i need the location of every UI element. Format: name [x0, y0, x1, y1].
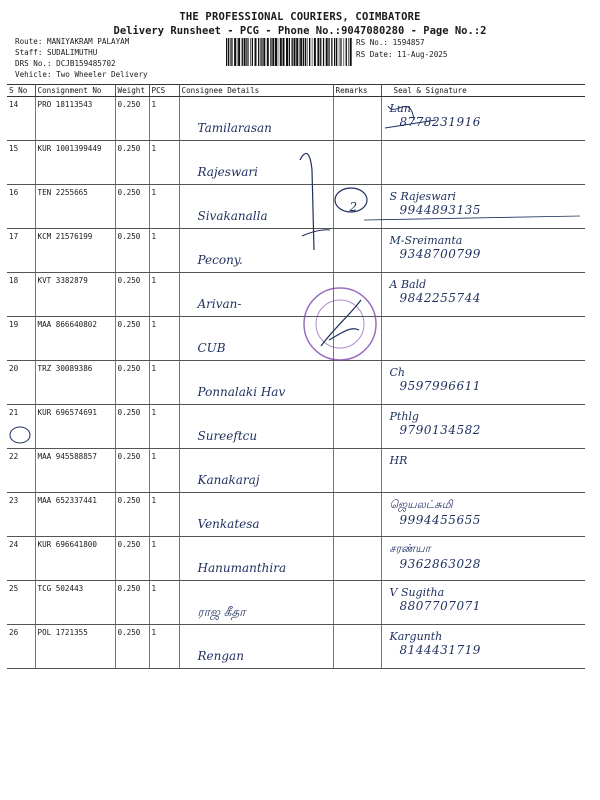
seal-signature-cell: [381, 317, 585, 361]
seal-signature-cell: [381, 625, 585, 669]
barcode: [226, 38, 352, 66]
receiver-mobile: 8778231916: [399, 115, 481, 129]
barcode-bar: [258, 38, 259, 66]
col-header-signature: Seal & Signature: [381, 85, 585, 97]
barcode-bar: [346, 38, 347, 66]
pcs-cell: 1: [149, 361, 179, 405]
signature-text: Ch: [389, 366, 406, 379]
signature-text: A Bald: [389, 278, 427, 291]
company-title: THE PROFESSIONAL COURIERS, COIMBATORE: [179, 11, 421, 23]
barcode-bar: [331, 38, 332, 66]
consignment-no-cell: TEN 2255665: [35, 185, 115, 229]
consignee-cell: [179, 361, 333, 405]
runsheet-table: [7, 84, 585, 669]
rs-no-label: RS No.:: [356, 38, 389, 47]
barcode-bar: [255, 38, 257, 66]
receiver-mobile: 9944893135: [399, 203, 481, 217]
consignee-cell: [179, 625, 333, 669]
remarks-cell: [333, 97, 381, 141]
barcode-bar: [323, 38, 324, 66]
runsheet-rows: [7, 97, 585, 669]
drs-label: DRS No.:: [15, 59, 52, 68]
consignee-cell: [179, 581, 333, 625]
barcode-bar: [242, 38, 243, 66]
route-label: Route:: [15, 37, 43, 46]
barcode-bar: [230, 38, 231, 66]
barcode-bar: [252, 38, 253, 66]
barcode-bar: [340, 38, 341, 66]
seal-signature-cell: [381, 405, 585, 449]
barcode-bar: [344, 38, 345, 66]
staff-label: Staff:: [15, 48, 43, 57]
consignee-name: Sivakanalla: [197, 209, 268, 223]
sno-cell: 20: [7, 361, 35, 405]
barcode-bar: [278, 38, 279, 66]
pcs-cell: 1: [149, 141, 179, 185]
consignee-cell: [179, 493, 333, 537]
remarks-value: 2: [349, 200, 358, 214]
weight-cell: 0.250: [115, 185, 149, 229]
table-row: [7, 625, 585, 669]
table-row: [7, 449, 585, 493]
col-header-sno: S No: [7, 85, 35, 97]
weight-cell: 0.250: [115, 361, 149, 405]
barcode-bar: [305, 38, 306, 66]
sno-cell: 15: [7, 141, 35, 185]
weight-cell: 0.250: [115, 229, 149, 273]
barcode-bar: [339, 38, 340, 66]
consignee-cell: [179, 449, 333, 493]
table-row: [7, 405, 585, 449]
weight-cell: 0.250: [115, 625, 149, 669]
col-header-weight: Weight: [115, 85, 149, 97]
barcode-bar: [320, 38, 321, 66]
signature-text: Lun: [389, 102, 411, 115]
receiver-mobile: 9362863028: [399, 557, 481, 571]
consignment-no-cell: MAA 652337441: [35, 493, 115, 537]
staff-value: SUDALIMUTHU: [47, 48, 98, 57]
receiver-mobile: 9348700799: [399, 247, 481, 261]
consignee-cell: [179, 97, 333, 141]
rs-no-line: [356, 38, 425, 48]
remarks-cell: [333, 537, 381, 581]
barcode-bar: [303, 38, 304, 66]
consignee-name: Venkatesa: [197, 517, 260, 531]
barcode-bar: [286, 38, 288, 66]
consignee-name: Rajeswari: [197, 165, 258, 179]
signature-text: S Rajeswari: [389, 190, 456, 203]
consignee-name: Pecony.: [197, 253, 243, 267]
barcode-bar: [350, 38, 352, 66]
consignment-no-cell: TRZ 30089386: [35, 361, 115, 405]
barcode-bar: [292, 38, 293, 66]
col-header-pcs: PCS: [149, 85, 179, 97]
barcode-bar: [238, 38, 240, 66]
rs-date-value: 11-Aug-2025: [397, 50, 448, 59]
sno-cell: 22: [7, 449, 35, 493]
consignee-name: Rengan: [197, 649, 244, 663]
consignment-no-cell: KUR 696641800: [35, 537, 115, 581]
table-row: [7, 361, 585, 405]
consignment-no-cell: POL 1721355: [35, 625, 115, 669]
barcode-bar: [270, 38, 271, 66]
seal-signature-cell: [381, 97, 585, 141]
consignee-name: Ponnalaki Hav: [197, 385, 286, 399]
receiver-mobile: 8144431719: [399, 643, 481, 657]
remarks-cell: [333, 229, 381, 273]
barcode-bar: [307, 38, 308, 66]
sno-cell: 17: [7, 229, 35, 273]
vehicle-line: [15, 70, 148, 80]
consignee-cell: [179, 537, 333, 581]
pcs-cell: 1: [149, 185, 179, 229]
sno-cell: 16: [7, 185, 35, 229]
signature-text: ஜெயலட்சுமி: [389, 498, 453, 511]
barcode-bar: [312, 38, 313, 66]
weight-cell: 0.250: [115, 405, 149, 449]
barcode-bar: [250, 38, 251, 66]
barcode-bar: [260, 38, 261, 66]
remarks-cell: [333, 361, 381, 405]
table-row: [7, 97, 585, 141]
remarks-cell: [333, 449, 381, 493]
barcode-bar: [261, 38, 262, 66]
remarks-cell: [333, 581, 381, 625]
consignee-cell: [179, 141, 333, 185]
remarks-cell: [333, 185, 381, 229]
barcode-bar: [296, 38, 298, 66]
sno-cell: 25: [7, 581, 35, 625]
barcode-bar: [314, 38, 316, 66]
route-value: MANIYAKRAM PALAYAM: [47, 37, 130, 46]
consignee-name: ராஜ கீதா: [197, 605, 246, 619]
barcode-bar: [228, 38, 229, 66]
drs-line: [15, 59, 116, 69]
weight-cell: 0.250: [115, 581, 149, 625]
staff-line: [15, 48, 97, 58]
weight-cell: 0.250: [115, 537, 149, 581]
barcode-bar: [272, 38, 274, 66]
seal-signature-cell: [381, 581, 585, 625]
weight-cell: 0.250: [115, 493, 149, 537]
pcs-cell: 1: [149, 581, 179, 625]
consignee-name: Arivan-: [197, 297, 242, 311]
company-seal-stamp: [301, 286, 379, 362]
signature-text: M-Sreimanta: [389, 234, 463, 247]
sno-cell: 14: [7, 97, 35, 141]
vehicle-label: Vehicle:: [15, 70, 52, 79]
signature-text: V Sugitha: [389, 586, 445, 599]
vehicle-value: Two Wheeler Delivery: [56, 70, 148, 79]
table-row: [7, 229, 585, 273]
barcode-bar: [248, 38, 249, 66]
receiver-mobile: 9842255744: [399, 291, 481, 305]
barcode-bar: [280, 38, 282, 66]
barcode-bar: [226, 38, 227, 66]
col-header-consignee: Consignee Details: [179, 85, 333, 97]
barcode-bar: [234, 38, 236, 66]
consignee-cell: [179, 405, 333, 449]
receiver-mobile: 9790134582: [399, 423, 481, 437]
remarks-cell: [333, 141, 381, 185]
rs-date-label: RS Date:: [356, 50, 393, 59]
seal-signature-cell: [381, 537, 585, 581]
pcs-cell: 1: [149, 317, 179, 361]
seal-signature-cell: [381, 273, 585, 317]
signature-text: சரண்யா: [389, 542, 431, 555]
weight-cell: 0.250: [115, 449, 149, 493]
consignee-name: Tamilarasan: [197, 121, 272, 135]
seal-signature-cell: [381, 141, 585, 185]
consignment-no-cell: PRO 18113543: [35, 97, 115, 141]
barcode-bar: [289, 38, 290, 66]
barcode-bar: [309, 38, 310, 66]
barcode-bar: [317, 38, 319, 66]
sno-cell: 26: [7, 625, 35, 669]
pcs-cell: 1: [149, 97, 179, 141]
consignee-name: Hanumanthira: [197, 561, 287, 575]
receiver-mobile: 9994455655: [399, 513, 481, 527]
remarks-cell: [333, 493, 381, 537]
table-row: [7, 493, 585, 537]
sno-cell: 18: [7, 273, 35, 317]
table-row: [7, 317, 585, 361]
barcode-bar: [246, 38, 247, 66]
barcode-bar: [275, 38, 277, 66]
sno-cell: 24: [7, 537, 35, 581]
barcode-bar: [348, 38, 349, 66]
consignment-no-cell: KVT 3382879: [35, 273, 115, 317]
pcs-cell: 1: [149, 405, 179, 449]
consignee-cell: [179, 185, 333, 229]
pcs-cell: 1: [149, 493, 179, 537]
receiver-mobile: 8807707071: [399, 599, 481, 613]
pcs-cell: 1: [149, 273, 179, 317]
consignee-name: CUB: [197, 341, 226, 355]
receiver-mobile: 9597996611: [399, 379, 481, 393]
weight-cell: 0.250: [115, 317, 149, 361]
consignment-no-cell: KCM 21576199: [35, 229, 115, 273]
pcs-cell: 1: [149, 537, 179, 581]
seal-signature-cell: [381, 185, 585, 229]
remarks-cell: [333, 405, 381, 449]
signature-text: Kargunth: [389, 630, 443, 643]
table-row: [7, 185, 585, 229]
col-header-consignment: Consignment No: [35, 85, 115, 97]
weight-cell: 0.250: [115, 97, 149, 141]
route-line: [15, 37, 129, 47]
consignment-no-cell: TCG 502443: [35, 581, 115, 625]
table-header-row: [7, 85, 585, 97]
seal-signature-cell: [381, 493, 585, 537]
sno-cell: 23: [7, 493, 35, 537]
pcs-cell: 1: [149, 625, 179, 669]
seal-signature-cell: [381, 229, 585, 273]
pcs-cell: 1: [149, 449, 179, 493]
runsheet-title: Delivery Runsheet - PCG - Phone No.:9047080280 - Page No.:2: [113, 25, 487, 37]
barcode-bar: [231, 38, 232, 66]
weight-cell: 0.250: [115, 141, 149, 185]
consignment-no-cell: KUR 1001399449: [35, 141, 115, 185]
barcode-bar: [300, 38, 302, 66]
table-row: [7, 581, 585, 625]
table-row: [7, 273, 585, 317]
barcode-bar: [299, 38, 300, 66]
barcode-bar: [283, 38, 285, 66]
barcode-bar: [341, 38, 342, 66]
table-row: [7, 537, 585, 581]
barcode-bar: [237, 38, 238, 66]
consignee-name: Kanakaraj: [197, 473, 260, 487]
consignment-no-cell: MAA 866640802: [35, 317, 115, 361]
weight-cell: 0.250: [115, 273, 149, 317]
barcode-bar: [294, 38, 296, 66]
rs-no-value: 1594857: [392, 38, 425, 47]
pcs-cell: 1: [149, 229, 179, 273]
consignment-no-cell: MAA 945588857: [35, 449, 115, 493]
barcode-bar: [334, 38, 335, 66]
barcode-bar: [326, 38, 328, 66]
consignee-cell: [179, 229, 333, 273]
sno-cell: 19: [7, 317, 35, 361]
barcode-bar: [328, 38, 329, 66]
rs-date-line: [356, 50, 447, 60]
sno-cell: 21: [7, 405, 35, 449]
table-row: [7, 141, 585, 185]
barcode-bar: [263, 38, 265, 66]
signature-text: Pthlg: [389, 410, 419, 423]
drs-value: DCJB159485702: [56, 59, 116, 68]
consignee-name: Sureeftcu: [197, 429, 258, 443]
seal-signature-cell: [381, 361, 585, 405]
remarks-cell: [333, 625, 381, 669]
barcode-bar: [267, 38, 269, 66]
signature-text: HR: [389, 454, 408, 467]
seal-signature-cell: [381, 449, 585, 493]
col-header-remarks: Remarks: [333, 85, 381, 97]
barcode-bar: [244, 38, 246, 66]
barcode-bar: [336, 38, 337, 66]
consignment-no-cell: KUR 696574691: [35, 405, 115, 449]
